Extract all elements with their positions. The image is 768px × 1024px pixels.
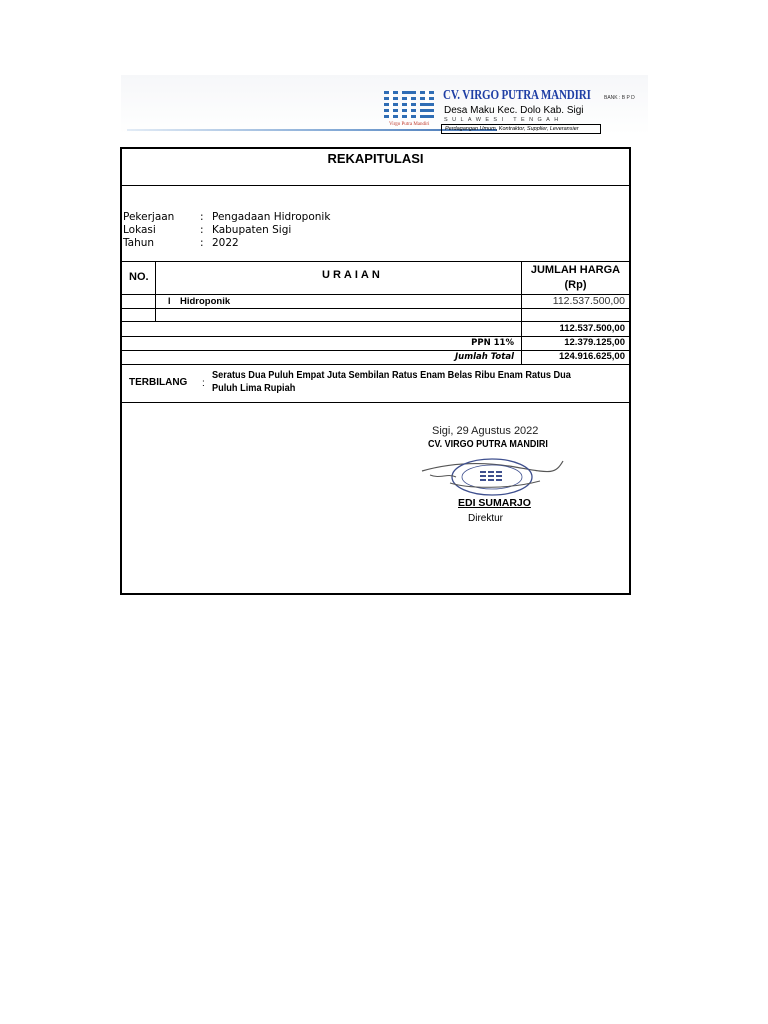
table-col-divider (155, 261, 156, 321)
letterhead-company-name: CV. VIRGO PUTRA MANDIRI (443, 87, 591, 102)
table-row-border (122, 308, 629, 309)
table-row-border (122, 336, 629, 337)
info-value: Kabupaten Sigi (212, 224, 292, 236)
info-value: 2022 (212, 237, 239, 249)
terbilang-divider (122, 402, 629, 403)
table-cell-item-no: I (168, 296, 171, 306)
title-divider (122, 185, 629, 186)
page-title: REKAPITULASI (327, 151, 424, 166)
subtotal-amount: 112.537.500,00 (559, 323, 625, 334)
signature-company: CV. VIRGO PUTRA MANDIRI (428, 439, 548, 450)
rekapitulasi-frame (120, 147, 631, 595)
info-colon: : (200, 211, 204, 223)
table-cell-item-amount: 112.537.500,00 (552, 295, 625, 307)
table-header-jumlah (522, 263, 629, 293)
terbilang-label: TERBILANG (129, 377, 188, 388)
stamp-signature-icon (420, 453, 565, 499)
info-colon: : (200, 237, 204, 249)
letterhead-address: Desa Maku Kec. Dolo Kab. Sigi (444, 105, 584, 116)
terbilang-colon: : (202, 378, 205, 389)
table-row-border (122, 321, 629, 322)
table-row-border (122, 350, 629, 351)
info-colon: : (200, 224, 204, 236)
info-label: Lokasi (123, 224, 156, 236)
table-header-uraian: URAIAN (322, 269, 383, 281)
letterhead (121, 75, 648, 135)
table-header-no: NO. (129, 271, 149, 283)
info-label: Tahun (123, 237, 155, 249)
signature-name: EDI SUMARJO (458, 497, 531, 509)
letterhead-province: SULAWESI TENGAH (444, 117, 563, 123)
table-header-jumlah-label: JUMLAH HARGA (530, 264, 621, 276)
logo-caption: Virgo Putra Mandiri (389, 122, 430, 127)
ppn-label: PPN 11% (471, 338, 514, 348)
info-label: Pekerjaan (123, 211, 175, 223)
total-amount: 124.916.625,00 (558, 351, 625, 362)
table-bottom-border (122, 364, 629, 365)
terbilang-value: Seratus Dua Puluh Empat Juta Sembilan Ratus Enam Belas Ribu Enam Ratus Dua Puluh Lima Rupiah (212, 370, 571, 394)
table-header-jumlah-unit: (Rp) (564, 279, 587, 291)
ppn-amount: 12.379.125,00 (564, 337, 625, 348)
table-top-border (122, 261, 629, 262)
table-cell-item-name: Hidroponik (180, 296, 231, 307)
signature-date: Sigi, 29 Agustus 2022 (432, 425, 539, 437)
signature-title: Direktur (468, 513, 504, 524)
letterhead-business: Perdagangan Umum, Kontraktor, Supplier, Leveransier (441, 124, 601, 134)
info-value: Pengadaan Hidroponik (212, 211, 331, 223)
letterhead-bank: BANK : B P D (604, 95, 635, 101)
total-label: Jumlah Total (455, 352, 514, 362)
